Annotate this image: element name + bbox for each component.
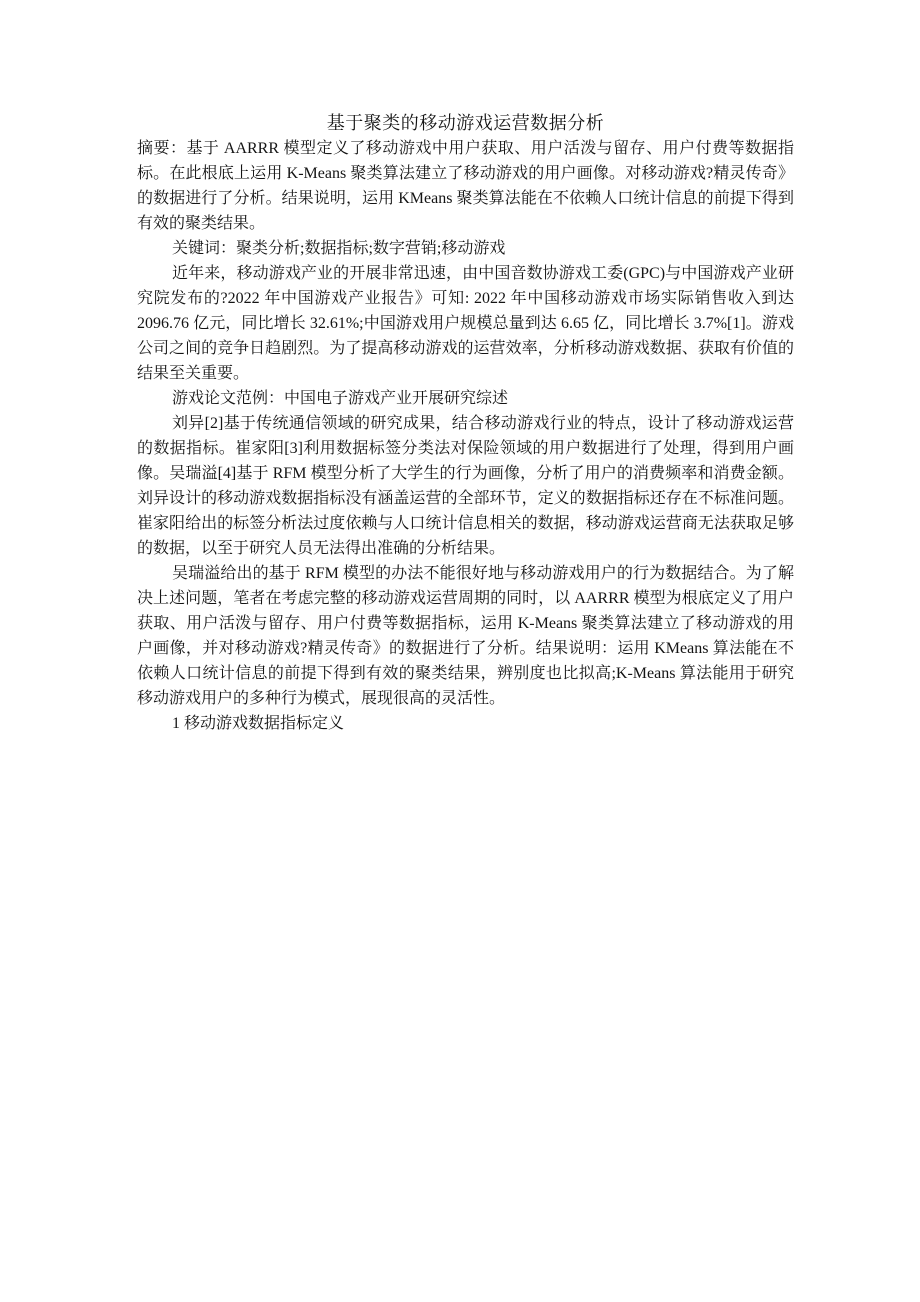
abstract-paragraph: 摘要：基于 AARRR 模型定义了移动游戏中用户获取、用户活泼与留存、用户付费等数据指标。在此根底上运用 K-Means 聚类算法建立了移动游戏的用户画像。对移动游戏?精灵传奇》的数据进行了分析。结果说明，运用 KMeans 聚类算法能在不依赖人口统计信息的前提下得到有效的聚类结果。 <box>137 140 794 232</box>
document-content <box>137 111 794 736</box>
example-reference-line: 游戏论文范例：中国电子游戏产业开展研究综述 <box>172 390 509 407</box>
section-1-heading: 1 移动游戏数据指标定义 <box>172 715 345 732</box>
intro-paragraph: 近年来，移动游戏产业的开展非常迅速，由中国音数协游戏工委(GPC)与中国游戏产业研究院发布的?2022 年中国游戏产业报告》可知: 2022 年中国移动游戏市场实际销售收入到达 2096.76 亿元，同比增长 32.61%;中国游戏用户规模总量到达 6.65 亿，同比增长 3.7%[1]。游戏公司之间的竞争日趋剧烈。为了提高移动游戏的运营效率，分析移动游戏数据、获取有价值的结果至关重要。 <box>137 265 794 382</box>
document-title: 基于聚类的移动游戏运营数据分析 <box>326 113 605 133</box>
keywords-line: 关键词：聚类分析;数据指标;数字营销;移动游戏 <box>172 240 506 257</box>
method-summary-paragraph: 吴瑞溢给出的基于 RFM 模型的办法不能很好地与移动游戏用户的行为数据结合。为了解决上述问题，笔者在考虑完整的移动游戏运营周期的同时，以 AARRR 模型为根底定义了用户获取、用户活泼与留存、用户付费等数据指标，运用 K-Means 聚类算法建立了移动游戏的用户画像，并对移动游戏?精灵传奇》的数据进行了分析。结果说明：运用 KMeans 算法能在不依赖人口统计信息的前提下得到有效的聚类结果，辨别度也比拟高;K-Means 算法能用于研究移动游戏用户的多种行为模式，展现很高的灵活性。 <box>137 565 794 707</box>
related-work-paragraph: 刘异[2]基于传统通信领域的研究成果，结合移动游戏行业的特点，设计了移动游戏运营的数据指标。崔家阳[3]利用数据标签分类法对保险领域的用户数据进行了处理，得到用户画像。吴瑞溢[4]基于 RFM 模型分析了大学生的行为画像，分析了用户的消费频率和消费金额。刘异设计的移动游戏数据指标没有涵盖运营的全部环节，定义的数据指标还存在不标准问题。崔家阳给出的标签分析法过度依赖与人口统计信息相关的数据，移动游戏运营商无法获取足够的数据，以至于研究人员无法得出准确的分析结果。 <box>137 415 794 557</box>
